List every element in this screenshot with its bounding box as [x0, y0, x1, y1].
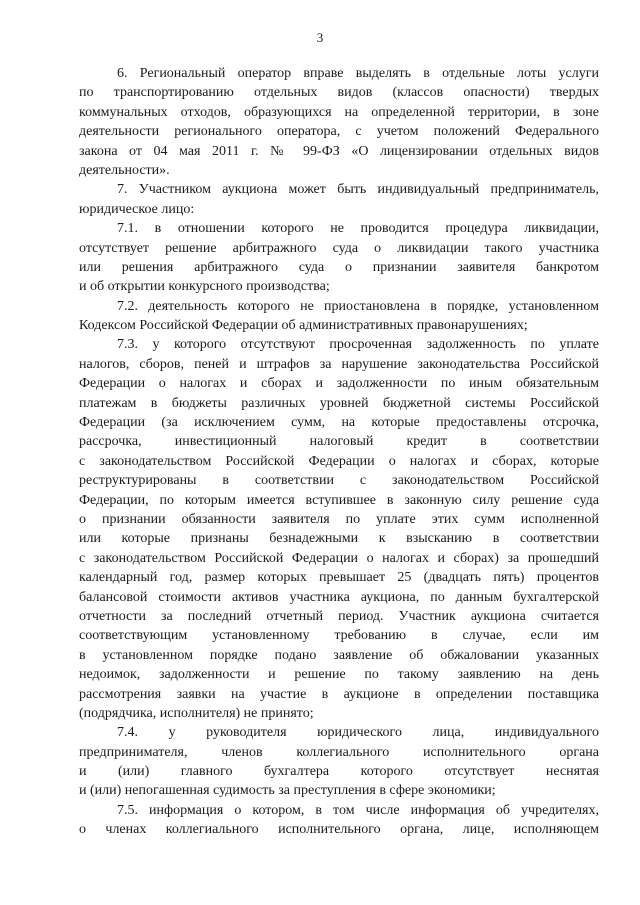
text-line: в установленном порядке подано заявление об обжаловании указанных: [79, 647, 599, 663]
text-line: юридическое лицо:: [79, 201, 195, 217]
text-line: и об открытии конкурсного производства;: [79, 279, 330, 295]
text-line: или решения арбитражного суда о признании заявителя банкротом: [79, 259, 599, 275]
text-line: календарный год, размер которых превышает 25 (двадцать пять) процентов: [79, 570, 599, 586]
text-line: Кодексом Российской Федерации об административных правонарушениях;: [79, 318, 528, 334]
text-line: 7.3. у которого отсутствуют просроченная задолженность по уплате: [117, 337, 599, 353]
text-line: балансовой стоимости активов участника аукциона, по данным бухгалтерской: [79, 589, 599, 605]
text-line: коммунальных отходов, образующихся на определенной территории, в зоне: [79, 104, 599, 120]
text-line: о признании обязанности заявителя по уплате этих сумм исполненной: [79, 511, 599, 527]
text-line: 7.4. у руководителя юридического лица, индивидуального: [117, 725, 599, 741]
text-line: о членах коллегиального исполнительного органа, лице, исполняющем: [79, 822, 599, 838]
text-line: реструктурированы в соответствии с законодательством Российской: [79, 473, 599, 489]
text-line: или которые признаны безнадежными к взысканию в соответствии: [79, 531, 599, 547]
text-line: деятельности».: [79, 162, 170, 178]
text-line: с законодательством Российской Федерации о налогах и сборах) за прошедший: [79, 550, 599, 566]
text-line: с законодательством Российской Федерации о налогах и сборах, которые: [79, 453, 599, 469]
text-line: недоимок, задолженности и решение по такому заявлению на день: [79, 667, 599, 683]
text-line: предпринимателя, членов коллегиального исполнительного органа: [79, 744, 599, 760]
text-line: платежам в бюджеты различных уровней бюджетной системы Российской: [79, 395, 599, 411]
text-line: 6. Региональный оператор вправе выделять в отдельные лоты услуги: [117, 66, 599, 81]
text-line: закона от 04 мая 2011 г. № 99-ФЗ «О лицензировании отдельных видов: [79, 143, 599, 159]
text-line: Федерации (за исключением сумм, на которые предоставлены отсрочка,: [79, 415, 599, 431]
text-line: соответствующим установленному требованию в случае, если им: [79, 628, 599, 644]
text-line: 7.1. в отношении которого не проводится процедура ликвидации,: [117, 221, 599, 237]
text-line: Федерации о налогах и сборах и задолженности по иным обязательным: [79, 376, 599, 392]
text-line: 7.2. деятельность которого не приостановлена в порядке, установленном: [117, 298, 599, 314]
text-line: рассмотрения заявки на участие в аукционе в определении поставщика: [79, 686, 599, 702]
text-line: и (или) главного бухгалтера которого отсутствует неснятая: [79, 764, 599, 780]
text-line: налогов, сборов, пеней и штрафов за нарушение законодательства Российской: [79, 356, 599, 372]
document-body: [79, 64, 599, 840]
text-line: Федерации, по которым имеется вступившее в законную силу решение суда: [79, 492, 599, 508]
text-line: (подрядчика, исполнителя) не принято;: [79, 705, 314, 721]
text-line: деятельности регионального оператора, с учетом положений Федерального: [79, 124, 599, 140]
text-line: отсутствует решение арбитражного суда о ликвидации такого участника: [79, 240, 599, 256]
text-line: отчетности за последний отчетный период. Участник аукциона считается: [79, 608, 599, 624]
text-line: рассрочка, инвестиционный налоговый кредит в соответствии: [79, 434, 599, 450]
text-line: 7.5. информация о котором, в том числе информация об учредителях,: [117, 802, 599, 818]
page-number: 3: [316, 30, 324, 45]
text-line: по транспортированию отдельных видов (классов опасности) твердых: [79, 85, 599, 101]
text-line: 7. Участником аукциона может быть индивидуальный предприниматель,: [117, 182, 599, 198]
text-line: и (или) непогашенная судимость за преступления в сфере экономики;: [79, 783, 496, 799]
